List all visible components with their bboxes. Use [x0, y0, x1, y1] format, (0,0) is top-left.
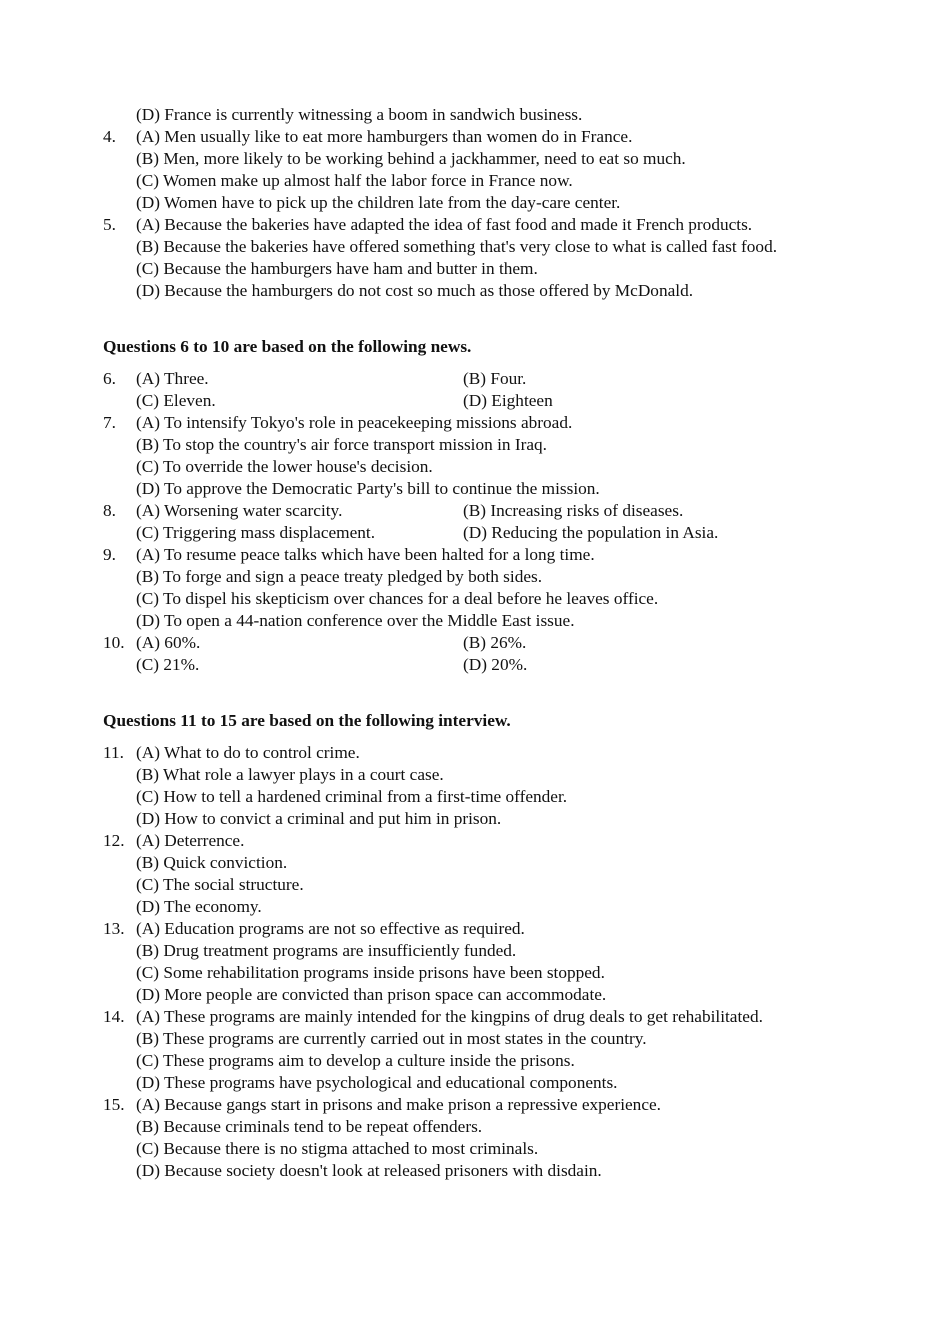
q10-option-c: (C) 21%. [136, 655, 200, 674]
q15-number: 15. [103, 1095, 125, 1114]
q12-option-d: (D) The economy. [136, 897, 262, 916]
q4-option-a: (A) Men usually like to eat more hamburgers than women do in France. [136, 127, 633, 146]
q13-option-d: (D) More people are convicted than prison space can accommodate. [136, 985, 607, 1004]
q4-option-c: (C) Women make up almost half the labor force in France now. [136, 171, 573, 190]
q6-option-c: (C) Eleven. [136, 391, 216, 410]
q5-option-c: (C) Because the hamburgers have ham and butter in them. [136, 259, 538, 278]
q12-option-a: (A) Deterrence. [136, 831, 245, 850]
q9-option-d: (D) To open a 44-nation conference over the Middle East issue. [136, 611, 575, 630]
q13-option-c: (C) Some rehabilitation programs inside prisons have been stopped. [136, 963, 605, 982]
q7-option-b: (B) To stop the country's air force transport mission in Iraq. [136, 435, 547, 454]
q4-number: 4. [103, 127, 116, 146]
q13-option-b: (B) Drug treatment programs are insufficiently funded. [136, 941, 517, 960]
q14-number: 14. [103, 1007, 125, 1026]
q5-option-b: (B) Because the bakeries have offered something that's very close to what is called fast food. [136, 237, 778, 256]
q5-option-a: (A) Because the bakeries have adapted the idea of fast food and made it French products. [136, 215, 753, 234]
q10-option-d: (D) 20%. [463, 655, 528, 674]
q10-number: 10. [103, 633, 125, 652]
q10-option-a: (A) 60%. [136, 633, 201, 652]
q8-option-b: (B) Increasing risks of diseases. [463, 501, 684, 520]
q7-option-a: (A) To intensify Tokyo's role in peacekeeping missions abroad. [136, 413, 573, 432]
q10-option-b: (B) 26%. [463, 633, 527, 652]
q11-option-b: (B) What role a lawyer plays in a court case. [136, 765, 444, 784]
q11-option-d: (D) How to convict a criminal and put him in prison. [136, 809, 502, 828]
q4-option-b: (B) Men, more likely to be working behind a jackhammer, need to eat so much. [136, 149, 686, 168]
q12-number: 12. [103, 831, 125, 850]
q15-option-b: (B) Because criminals tend to be repeat offenders. [136, 1117, 483, 1136]
q4-option-d: (D) Women have to pick up the children late from the day-care center. [136, 193, 621, 212]
q12-option-c: (C) The social structure. [136, 875, 304, 894]
q6-number: 6. [103, 369, 116, 388]
q7-option-c: (C) To override the lower house's decision. [136, 457, 433, 476]
section-heading-news: Questions 6 to 10 are based on the following news. [103, 337, 472, 356]
section-heading-interview: Questions 11 to 15 are based on the following interview. [103, 711, 511, 730]
q12-option-b: (B) Quick conviction. [136, 853, 288, 872]
q13-number: 13. [103, 919, 125, 938]
q8-number: 8. [103, 501, 116, 520]
q14-option-a: (A) These programs are mainly intended for the kingpins of drug deals to get rehabilitated. [136, 1007, 763, 1026]
q9-option-a: (A) To resume peace talks which have been halted for a long time. [136, 545, 595, 564]
q9-number: 9. [103, 545, 116, 564]
q7-option-d: (D) To approve the Democratic Party's bill to continue the mission. [136, 479, 600, 498]
q11-option-c: (C) How to tell a hardened criminal from a first-time offender. [136, 787, 568, 806]
q11-option-a: (A) What to do to control crime. [136, 743, 360, 762]
q14-option-d: (D) These programs have psychological and educational components. [136, 1073, 618, 1092]
q8-option-a: (A) Worsening water scarcity. [136, 501, 343, 520]
q6-option-b: (B) Four. [463, 369, 527, 388]
q11-number: 11. [103, 743, 124, 762]
q14-option-c: (C) These programs aim to develop a culture inside the prisons. [136, 1051, 575, 1070]
q15-option-a: (A) Because gangs start in prisons and make prison a repressive experience. [136, 1095, 661, 1114]
q7-number: 7. [103, 413, 116, 432]
q5-option-d: (D) Because the hamburgers do not cost so much as those offered by McDonald. [136, 281, 694, 300]
q5-number: 5. [103, 215, 116, 234]
q3-option-d: (D) France is currently witnessing a boom in sandwich business. [136, 105, 583, 124]
q14-option-b: (B) These programs are currently carried out in most states in the country. [136, 1029, 647, 1048]
q6-option-a: (A) Three. [136, 369, 209, 388]
q8-option-d: (D) Reducing the population in Asia. [463, 523, 719, 542]
q13-option-a: (A) Education programs are not so effective as required. [136, 919, 525, 938]
q9-option-b: (B) To forge and sign a peace treaty pledged by both sides. [136, 567, 543, 586]
q8-option-c: (C) Triggering mass displacement. [136, 523, 376, 542]
q6-option-d: (D) Eighteen [463, 391, 553, 410]
q15-option-d: (D) Because society doesn't look at released prisoners with disdain. [136, 1161, 602, 1180]
q9-option-c: (C) To dispel his skepticism over chances for a deal before he leaves office. [136, 589, 659, 608]
q15-option-c: (C) Because there is no stigma attached to most criminals. [136, 1139, 539, 1158]
